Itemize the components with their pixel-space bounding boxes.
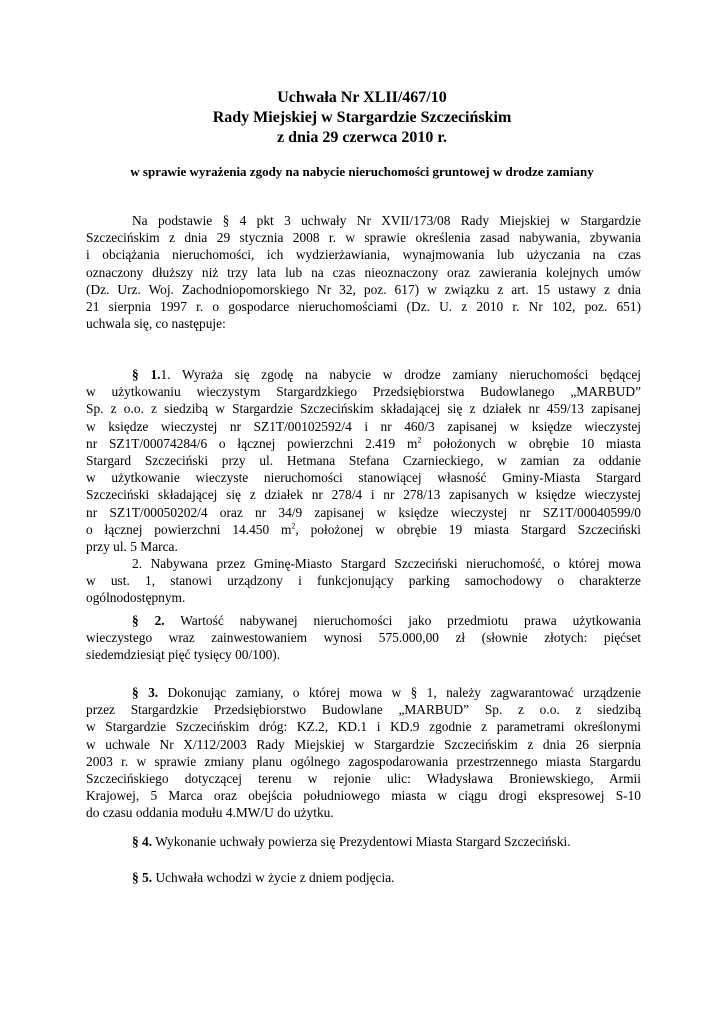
preamble-line: oznaczony dłuższy niż trzy lata lub na czas nieoznaczony oraz zawierania kolejnych umów bbox=[86, 264, 641, 280]
section-1 bbox=[86, 366, 641, 607]
section-1-line: Sp. z o.o. z siedzibą w Stargardzie Szczecińskim składającej się z działek nr 459/13 zapisanej bbox=[86, 401, 641, 417]
section-5 bbox=[86, 869, 641, 886]
section-2 bbox=[86, 612, 641, 664]
section-1-line: o łącznej powierzchni 14.450 $m^2$, położonej w obrębie 19 miasta Stargard Szczeciński bbox=[86, 521, 641, 537]
section-2-line: siedemdziesiąt pięć tysięcy 00/100). bbox=[86, 647, 281, 663]
section-3-line: Szczecińskiego dotyczącej terenu w rejonie ulic: Władysława Broniewskiego, Armii bbox=[86, 770, 641, 786]
resolution-date: z dnia 29 czerwca 2010 r. bbox=[276, 129, 448, 146]
section-1-line: w księdze wieczystej nr SZ1T/00102592/4 i nr 460/3 zapisanej w księdze wieczystej bbox=[86, 418, 641, 434]
section-4-line: § 4. Wykonanie uchwały powierza się Prezydentowi Miasta Stargard Szczeciński. bbox=[132, 834, 571, 849]
section-3 bbox=[86, 684, 641, 822]
section-4-mark: § 4. bbox=[132, 834, 153, 849]
section-1-line: nr SZ1T/00074284/6 o łącznej powierzchni 2.419 $m^2$ położonych w obrębie 10 miasta bbox=[86, 435, 641, 451]
section-1-line: Stargard Szczeciński przy ul. Hetmana Stefana Czarnieckiego, w zamian za oddanie bbox=[86, 452, 641, 468]
square-meter-superscript: 2 bbox=[291, 521, 296, 531]
preamble bbox=[86, 212, 641, 332]
section-2-line: § 2. Wartość nabywanej nieruchomości jako przedmiotu prawa użytkowania bbox=[132, 613, 641, 628]
preamble-line: Szczecińskim z dnia 29 stycznia 2008 r. w sprawie określenia zasad nabywania, zbywania bbox=[86, 230, 641, 246]
section-1-line: nr SZ1T/00050202/4 oraz nr 34/9 zapisanej w księdze wieczystej nr SZ1T/00040599/0 bbox=[86, 504, 641, 520]
section-1-line: przy ul. 5 Marca. bbox=[86, 538, 178, 554]
preamble-line: 21 sierpnia 1997 r. o gospodarce nieruchomościami (Dz. U. z 2010 r. Nr 102, poz. 651) bbox=[86, 298, 641, 314]
section-3-line: w uchwale Nr X/112/2003 Rady Miejskiej w Stargardzie Szczecińskim z dnia 26 sierpnia bbox=[86, 736, 641, 752]
section-4 bbox=[86, 833, 641, 850]
section-1-line: w użytkowaniu wieczystym Stargardzkiego Przedsiębiorstwa Budowlanego „MARBUD” bbox=[86, 384, 641, 400]
section-5-line: § 5. Uchwała wchodzi w życie z dniem podjęcia. bbox=[132, 870, 395, 885]
preamble-line: (Dz. Urz. Woj. Zachodniopomorskiego Nr 32, poz. 617) w związku z art. 15 ustawy z dnia bbox=[86, 281, 641, 297]
section-5-mark: § 5. bbox=[132, 870, 153, 885]
issuing-council: Rady Miejskiej w Stargardzie Szczecińskim bbox=[212, 109, 512, 126]
preamble-line: Na podstawie § 4 pkt 3 uchwały Nr XVII/173/08 Rady Miejskiej w Stargardzie bbox=[132, 213, 641, 228]
resolution-number: Uchwała Nr XLII/467/10 bbox=[277, 89, 447, 106]
square-meter-superscript: 2 bbox=[417, 435, 422, 445]
section-1-line: § 1.1. Wyraża się zgodę na nabycie w drodze zamiany nieruchomości będącej bbox=[132, 367, 641, 382]
section-3-line: do czasu oddania modułu 4.MW/U do użytku. bbox=[86, 805, 334, 821]
section-1-point-2-line: 2. Nabywana przez Gminę-Miasto Stargard Szczeciński nieruchomość, o której mowa bbox=[132, 556, 641, 572]
section-2-line: wieczystego wraz zainwestowaniem wynosi 575.000,00 zł (słownie złotych: pięćset bbox=[86, 630, 641, 646]
section-3-line: § 3. Dokonując zamiany, o której mowa w § 1, należy zagwarantować urządzenie bbox=[132, 685, 641, 700]
section-3-mark: § 3. bbox=[132, 685, 159, 700]
section-3-line: Krajowej, 5 Marca oraz obejścia południowego miasta w ciągu drogi ekspresowej S-10 bbox=[86, 788, 641, 804]
section-1-line: Szczeciński składającej się z działek nr 278/4 i nr 278/13 zapisanych w księdze wieczystej bbox=[86, 487, 641, 503]
section-3-line: w Stargardzie Szczecińskim dróg: KZ.2, KD.1 i KD.9 zgodnie z parametrami określonymi bbox=[86, 719, 641, 735]
preamble-line: uchwala się, co następuje: bbox=[86, 316, 226, 332]
section-1-line: w użytkowanie wieczyste nieruchomości stanowiącej własność Gminy-Miasta Stargard bbox=[86, 470, 641, 486]
resolution-subject: w sprawie wyrażenia zgody na nabycie nieruchomości gruntowej w drodze zamiany bbox=[130, 164, 594, 179]
section-3-line: przez Stargardzkie Przedsiębiorstwo Budowlane „MARBUD” Sp. z o.o. z siedzibą bbox=[86, 702, 641, 718]
section-1-point-2-line: w ust. 1, stanowi urządzony i funkcjonujący parking samochodowy o charakterze bbox=[86, 573, 641, 589]
section-3-line: 2003 r. w sprawie zmiany planu ogólnego zagospodarowania przestrzennego miasta Stargardu bbox=[86, 753, 641, 769]
preamble-line: i obciążania nieruchomości, ich wydzierżawiania, wynajmowania lub użyczania na czas bbox=[86, 247, 641, 263]
section-1-point-2-line: ogólnodostępnym. bbox=[86, 590, 186, 606]
section-1-mark: § 1. bbox=[132, 367, 161, 382]
section-2-mark: § 2. bbox=[132, 613, 165, 628]
